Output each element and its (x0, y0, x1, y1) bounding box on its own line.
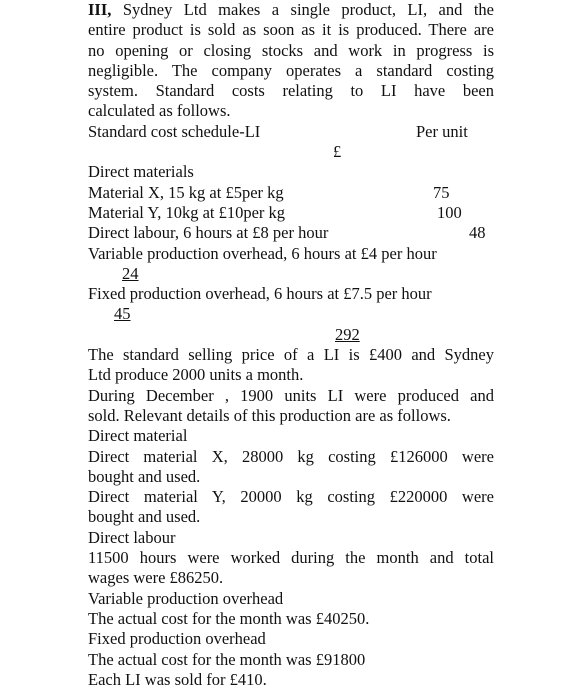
document (88, 0, 494, 690)
intro-line: entire product is sold as soon as it is produced. There are (88, 20, 494, 40)
direct-material-heading (88, 426, 494, 446)
paragraph-line: bought and used. (88, 507, 201, 527)
direct-materials-heading: Direct materials (88, 162, 194, 182)
fixed-overhead-value-row (88, 304, 494, 324)
paragraph-line: bought and used. (88, 466, 201, 486)
currency-symbol: £ (333, 142, 342, 162)
december-paragraph (88, 386, 494, 427)
paragraph-line: Direct material X, 28000 kg costing £126000 were (88, 446, 494, 466)
material-x-paragraph (88, 447, 494, 488)
fixed-overhead-heading (88, 629, 494, 649)
variable-overhead-heading (88, 589, 494, 609)
intro-line: negligible. The company operates a standard costing (88, 60, 494, 80)
fixed-overhead-paragraph (88, 650, 494, 670)
paragraph-line: Each LI was sold for £410. (88, 669, 267, 689)
schedule-row-value: 48 (469, 223, 486, 243)
variable-overhead-paragraph (88, 609, 494, 629)
schedule-total: 292 (335, 324, 360, 344)
schedule-row-value: 100 (437, 202, 462, 222)
per-unit-label: Per unit (416, 121, 468, 141)
paragraph-line: sold. Relevant details of this production are as follows. (88, 405, 451, 425)
paragraph-line: Fixed production overhead (88, 629, 266, 649)
paragraph-line: The actual cost for the month was £91800 (88, 649, 366, 669)
paragraph-line: Direct material (88, 426, 188, 446)
intro-paragraph (88, 0, 494, 122)
schedule-row-value: 75 (433, 182, 450, 202)
total-row (88, 325, 494, 345)
variable-overhead-value: 24 (122, 263, 139, 283)
schedule-header (88, 122, 494, 142)
schedule-row (88, 203, 494, 223)
intro-line: calculated as follows. (88, 101, 231, 121)
paragraph-line: During December , 1900 units LI were produced and (88, 385, 494, 405)
paragraph-line: Variable production overhead (88, 588, 284, 608)
paragraph-line: Direct labour (88, 527, 176, 547)
schedule-title: Standard cost schedule-LI (88, 121, 261, 141)
paragraph-line: Direct material Y, 20000 kg costing £220000 were (88, 487, 494, 507)
selling-price-paragraph (88, 345, 494, 386)
variable-overhead-row (88, 244, 494, 264)
question-number: III, (88, 0, 112, 19)
variable-overhead-label: Variable production overhead, 6 hours at £4 per hour (88, 243, 437, 263)
variable-overhead-value-row (88, 264, 494, 284)
direct-labour-heading (88, 528, 494, 548)
schedule-row-label: Material Y, 10kg at £10per kg (88, 202, 286, 222)
paragraph-line: The standard selling price of a LI is £400 and Sydney (88, 345, 494, 365)
paragraph-line: The actual cost for the month was £40250. (88, 608, 370, 628)
paragraph-line: Ltd produce 2000 units a month. (88, 365, 304, 385)
paragraph-line: 11500 hours were worked during the month and total (88, 548, 494, 568)
schedule-row-label: Material X, 15 kg at £5per kg (88, 182, 284, 202)
schedule-row-label: Direct labour, 6 hours at £8 per hour (88, 223, 329, 243)
selling-paragraph (88, 670, 494, 690)
material-y-paragraph (88, 487, 494, 528)
schedule-row (88, 183, 494, 203)
fixed-overhead-row (88, 284, 494, 304)
paragraph-line: wages were £86250. (88, 568, 224, 588)
schedule-row (88, 223, 494, 243)
fixed-overhead-label: Fixed production overhead, 6 hours at £7.5 per hour (88, 284, 432, 304)
labour-paragraph (88, 548, 494, 589)
fixed-overhead-value: 45 (114, 304, 131, 324)
intro-line: III, Sydney Ltd makes a single product, LI, and the (88, 0, 494, 19)
intro-line: system. Standard costs relating to LI have been (88, 81, 494, 101)
intro-line: no opening or closing stocks and work in progress is (88, 40, 494, 60)
currency-row (88, 142, 494, 162)
